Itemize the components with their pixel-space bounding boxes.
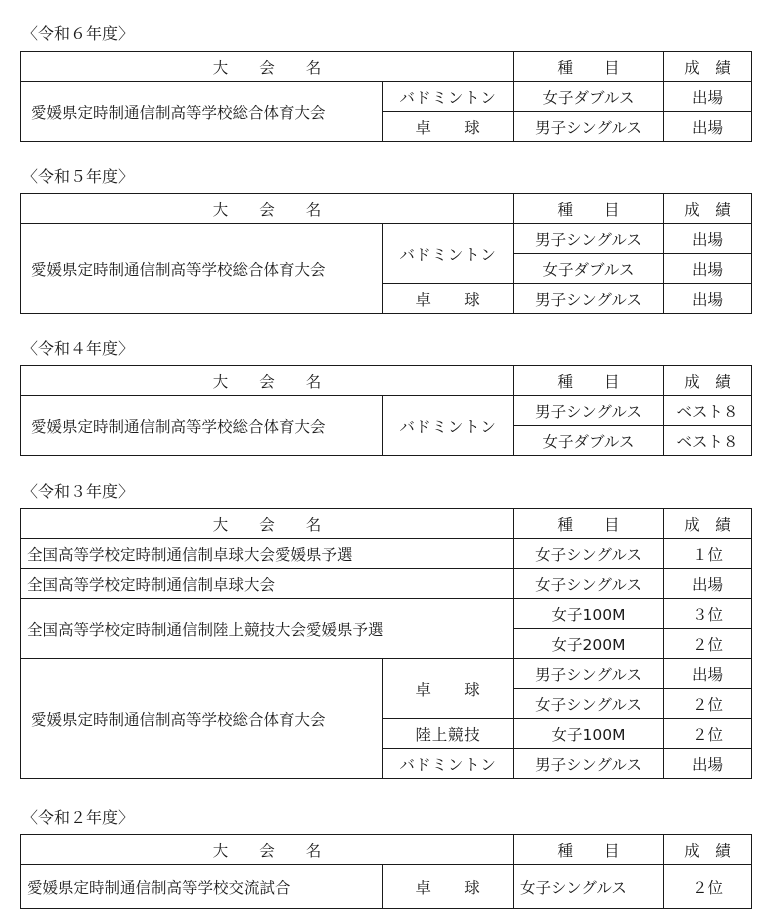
result-value: 出場 <box>664 659 752 689</box>
result-value: 出場 <box>664 254 752 284</box>
tournament-name: 全国高等学校定時制通信制陸上競技大会愛媛県予選 <box>21 599 514 659</box>
result-value: ２位 <box>664 719 752 749</box>
header-event: 種 目 <box>514 509 664 539</box>
event-name: 男子シングルス <box>514 659 664 689</box>
year-heading-r2: 〈令和２年度〉 <box>22 808 135 827</box>
table-row <box>21 599 752 629</box>
event-name: 女子ダブルス <box>514 82 664 112</box>
tournament-name: 愛媛県定時制通信制高等学校総合体育大会 <box>21 224 383 314</box>
event-name: 女子100M <box>514 599 664 629</box>
event-name: 男子シングルス <box>514 749 664 779</box>
result-value: ２位 <box>664 865 752 909</box>
tournament-name: 全国高等学校定時制通信制卓球大会愛媛県予選 <box>21 539 514 569</box>
result-value: 出場 <box>664 82 752 112</box>
header-event: 種 目 <box>514 835 664 865</box>
sport-name: 卓 球 <box>383 865 514 909</box>
table-row <box>21 865 752 909</box>
results-table-r4 <box>20 365 752 456</box>
year-heading-r4: 〈令和４年度〉 <box>22 339 135 358</box>
table-row <box>21 539 752 569</box>
result-value: 出場 <box>664 569 752 599</box>
header-row <box>21 509 752 539</box>
result-value: 出場 <box>664 749 752 779</box>
event-name: 女子シングルス <box>514 689 664 719</box>
sport-name: バドミントン <box>383 749 514 779</box>
result-value: 出場 <box>664 284 752 314</box>
header-tournament: 大 会 名 <box>21 509 514 539</box>
table-row <box>21 569 752 599</box>
results-table-r6 <box>20 51 752 142</box>
header-tournament: 大 会 名 <box>21 52 514 82</box>
table-row <box>21 396 752 426</box>
table-row <box>21 224 752 254</box>
result-value: ２位 <box>664 689 752 719</box>
table-row <box>21 659 752 689</box>
event-name: 男子シングルス <box>514 112 664 142</box>
header-tournament: 大 会 名 <box>21 194 514 224</box>
header-row <box>21 835 752 865</box>
year-heading-r5: 〈令和５年度〉 <box>22 167 135 186</box>
result-value: ３位 <box>664 599 752 629</box>
event-name: 男子シングルス <box>514 396 664 426</box>
header-row <box>21 366 752 396</box>
event-name: 女子200M <box>514 629 664 659</box>
event-name: 男子シングルス <box>514 224 664 254</box>
result-value: ２位 <box>664 629 752 659</box>
header-tournament: 大 会 名 <box>21 366 514 396</box>
year-heading-r6: 〈令和６年度〉 <box>22 24 135 43</box>
tournament-name: 愛媛県定時制通信制高等学校総合体育大会 <box>21 396 383 456</box>
result-value: 出場 <box>664 224 752 254</box>
header-event: 種 目 <box>514 52 664 82</box>
sport-name: 卓 球 <box>383 659 514 719</box>
header-result: 成 績 <box>664 835 752 865</box>
result-value: 出場 <box>664 112 752 142</box>
sport-name: バドミントン <box>383 396 514 456</box>
result-value: ベスト８ <box>664 396 752 426</box>
event-name: 女子100M <box>514 719 664 749</box>
event-name: 女子ダブルス <box>514 254 664 284</box>
tournament-name: 愛媛県定時制通信制高等学校総合体育大会 <box>21 659 383 779</box>
tournament-name: 全国高等学校定時制通信制卓球大会 <box>21 569 514 599</box>
tournament-name: 愛媛県定時制通信制高等学校交流試合 <box>21 865 383 909</box>
results-table-r2 <box>20 834 752 909</box>
sport-name: 卓 球 <box>383 284 514 314</box>
header-row <box>21 52 752 82</box>
result-value: １位 <box>664 539 752 569</box>
event-name: 女子シングルス <box>514 569 664 599</box>
header-result: 成 績 <box>664 509 752 539</box>
header-result: 成 績 <box>664 366 752 396</box>
results-table-r3 <box>20 508 752 779</box>
year-heading-r3: 〈令和３年度〉 <box>22 482 135 501</box>
result-value: ベスト８ <box>664 426 752 456</box>
tournament-name: 愛媛県定時制通信制高等学校総合体育大会 <box>21 82 383 142</box>
sport-name: 陸上競技 <box>383 719 514 749</box>
sport-name: バドミントン <box>383 82 514 112</box>
event-name: 女子シングルス <box>514 539 664 569</box>
header-result: 成 績 <box>664 194 752 224</box>
sport-name: バドミントン <box>383 224 514 284</box>
table-row <box>21 82 752 112</box>
results-table-r5 <box>20 193 752 314</box>
header-row <box>21 194 752 224</box>
header-event: 種 目 <box>514 194 664 224</box>
event-name: 男子シングルス <box>514 284 664 314</box>
header-result: 成 績 <box>664 52 752 82</box>
event-name: 女子ダブルス <box>514 426 664 456</box>
header-event: 種 目 <box>514 366 664 396</box>
event-name: 女子シングルス <box>514 865 664 909</box>
sport-name: 卓 球 <box>383 112 514 142</box>
header-tournament: 大 会 名 <box>21 835 514 865</box>
